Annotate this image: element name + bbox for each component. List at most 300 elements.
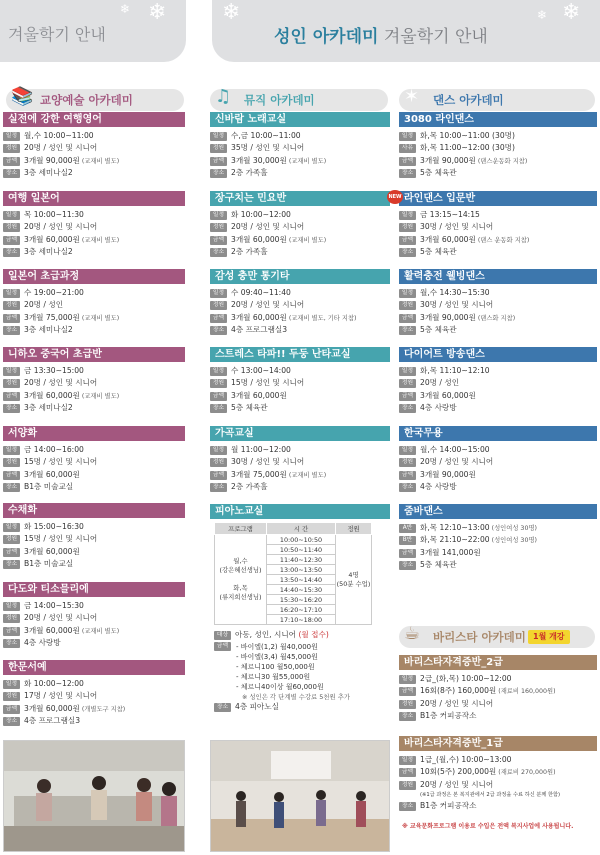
row-key: 장소 <box>399 483 416 492</box>
course-card <box>3 347 185 414</box>
capacity-row-value: 20명 / 성인 <box>24 300 64 310</box>
course-details <box>399 206 597 258</box>
piano-course <box>210 504 390 519</box>
row-key: 일정 <box>399 289 416 298</box>
schedule-row-value: 월,수 14:00~15:00 <box>420 445 490 454</box>
cooking-class-photo <box>3 740 185 852</box>
schedule-row-value: 화,목 12:10~13:00 <box>420 523 490 532</box>
piano-group2: 화,목 <box>233 584 248 592</box>
capacity-row-value: 20명 / 성인 및 시니어 <box>231 300 305 310</box>
row-key: 일정 <box>210 289 227 298</box>
piano-time: 10:50~11:40 <box>267 545 336 555</box>
fee-row-note: (재료비 160,000원) <box>496 688 556 696</box>
place-row <box>3 637 185 649</box>
fee-row <box>210 312 390 324</box>
category-culture-label: 교양예술 아카데미 <box>40 93 133 107</box>
course-details <box>3 518 185 570</box>
capacity-row-value: 30명 / 성인 및 시니어 <box>420 300 494 310</box>
schedule-row-value: 수 19:00~21:00 <box>24 288 84 297</box>
schedule-row-value: 수 09:40~11:40 <box>231 288 291 297</box>
row-key: 일정 <box>3 289 20 298</box>
piano-price-item: - 체르니100 월50,000원 <box>236 663 315 672</box>
row-key: 금액 <box>399 471 416 480</box>
place-row-value: 4층 프로그램실3 <box>24 715 81 725</box>
course-details <box>399 519 597 571</box>
schedule-row <box>210 365 390 377</box>
schedule-row <box>399 287 597 299</box>
piano-groups <box>215 535 267 625</box>
row-key: 정원 <box>3 692 20 701</box>
place-row-value: B1층 미술교실 <box>24 481 74 491</box>
schedule-row-value: 화,목 10:00~11:00 (30명) <box>420 131 515 140</box>
fee-row-value: 3개월 60,000원 <box>231 390 287 400</box>
course-details <box>3 441 185 493</box>
schedule-row-value: 월 11:00~12:00 <box>231 445 291 454</box>
row-key: 정원 <box>3 223 20 232</box>
piano-price-list <box>214 642 390 702</box>
schedule-row-value: 월,수 14:30~15:30 <box>420 288 490 297</box>
row-key: 정원 <box>210 144 227 153</box>
row-key: 장소 <box>210 326 227 335</box>
header-right-title-main: 성인 아카데미 <box>274 27 379 47</box>
piano-time: 17:10~18:00 <box>267 615 336 625</box>
row-key: 금액 <box>3 627 20 636</box>
course-title: 바리스타자격증반_2급 <box>399 655 597 670</box>
row-key: 일정 <box>3 680 20 689</box>
place-row <box>210 246 390 258</box>
piano-time: 10:00~10:50 <box>267 535 336 545</box>
fee-row <box>210 155 390 167</box>
row-key: 금액 <box>399 768 416 777</box>
capacity-row <box>210 377 390 389</box>
category-barista-label: 바리스타 아카데미 <box>433 630 526 644</box>
row-key: 장소 <box>210 169 227 178</box>
place-row-value: 3층 세미나실2 <box>24 246 73 256</box>
piano-target: 아동, 성인, 시니어 <box>235 630 297 639</box>
row-key: 장소 <box>3 326 20 335</box>
piano-target-note: (월 접수) <box>298 630 329 639</box>
place-row <box>399 167 597 179</box>
course-details <box>399 284 597 336</box>
row-key: 금액 <box>399 314 416 323</box>
category-dance <box>399 86 595 111</box>
row-key: 금액 <box>3 471 20 480</box>
row-key: 금액 <box>399 687 416 696</box>
place-row-value: 5층 체육관 <box>420 246 457 256</box>
capacity-row-value: 15명 / 성인 및 시니어 <box>231 378 305 388</box>
schedule-row <box>3 521 185 533</box>
course-title: 한국무용 <box>399 426 597 441</box>
place-row <box>399 481 597 493</box>
fee-row <box>399 390 597 402</box>
capacity-row <box>399 779 597 791</box>
course-card <box>399 269 597 336</box>
schedule-row <box>399 130 597 142</box>
opening-badge: 1월 개강 <box>528 630 570 644</box>
row-key: 장소 <box>399 404 416 413</box>
table-header: 정원 <box>336 523 372 535</box>
fee-row-value: 3개월 75,000원 <box>24 312 80 322</box>
place-row <box>3 715 185 727</box>
row-key: 장소 <box>399 561 416 570</box>
place-row-value: 3층 세미나실2 <box>24 167 73 177</box>
fee-row-value: 3개월 141,000원 <box>420 547 481 557</box>
row-key: 금액 <box>210 236 227 245</box>
piano-price-item: - 체르니30 월55,000원 <box>236 673 311 682</box>
row-key: 정원 <box>3 379 20 388</box>
music-note-icon: ♫ <box>215 86 232 107</box>
fee-row-value: 3개월 60,000원 <box>420 234 476 244</box>
schedule-row <box>210 130 390 142</box>
course-card <box>3 426 185 493</box>
snowflake-icon: ❄ <box>120 2 131 16</box>
capacity-row <box>3 377 185 389</box>
fee-row <box>3 234 185 246</box>
row-key: 일정 <box>3 132 20 141</box>
schedule-row <box>3 678 185 690</box>
course-card <box>399 426 597 493</box>
course-card <box>3 582 185 649</box>
piano-schedule-table <box>214 522 372 625</box>
capacity-row <box>399 299 597 311</box>
row-key: 장소 <box>210 483 227 492</box>
course-card <box>3 503 185 570</box>
header-right <box>212 0 600 62</box>
place-row-value: B1층 커피공작소 <box>420 800 477 810</box>
schedule-row <box>399 444 597 456</box>
row-key: 장소 <box>3 639 20 648</box>
course-details <box>3 284 185 336</box>
schedule-row-value: 수 13:00~14:00 <box>231 366 291 375</box>
schedule-row-note: (성인여성 30명) <box>489 537 537 545</box>
row-key: 정원 <box>399 223 416 232</box>
course-details <box>399 670 597 722</box>
row-key: 정원 <box>210 301 227 310</box>
schedule-row <box>210 287 390 299</box>
schedule-row-value: 화,목 11:00~12:00 (30명) <box>420 143 515 153</box>
schedule-row-value: 화,목 11:10~12:10 <box>420 366 490 375</box>
piano-target-row <box>214 630 390 641</box>
fee-row <box>399 234 597 246</box>
row-key: 장소 <box>399 169 416 178</box>
row-key: 장소 <box>399 326 416 335</box>
capacity-row-value: 35명 / 성인 및 시니어 <box>231 143 305 153</box>
row-key: 정원 <box>3 614 20 623</box>
schedule-row-value: 금 13:30~15:00 <box>24 366 84 375</box>
category-music-label: 뮤직 아카데미 <box>244 93 315 107</box>
row-key: A반 <box>399 524 416 533</box>
barista-extra-note: (※1급 과정은 본 복지관에서 2급 과정을 수료 하신 분께 한함) <box>420 791 561 798</box>
course-title: 줌바댄스 <box>399 504 597 519</box>
fee-row-note: (댄스 운동화 지참) <box>475 236 530 244</box>
capacity-row <box>399 221 597 233</box>
schedule-row <box>3 600 185 612</box>
fee-row-value: 3개월 60,000원 <box>24 390 80 400</box>
row-key: 일정 <box>3 211 20 220</box>
capacity-row <box>210 142 390 154</box>
piano-time: 15:30~16:20 <box>267 595 336 605</box>
row-key: 정원 <box>210 223 227 232</box>
schedule-row <box>399 209 597 221</box>
place-row <box>210 402 390 414</box>
course-card <box>210 426 390 493</box>
fee-row <box>3 546 185 558</box>
capacity-row-value: 20명 / 성인 <box>420 378 460 388</box>
row-key: 정원 <box>399 781 416 790</box>
course-card <box>210 112 390 179</box>
course-card <box>399 347 597 414</box>
cooking-class-illustration <box>4 741 185 852</box>
place-row <box>3 167 185 179</box>
row-key: 정원 <box>3 301 20 310</box>
schedule-row <box>210 444 390 456</box>
row-key: 금액 <box>3 705 20 714</box>
row-key: 금액 <box>210 392 227 401</box>
fee-row-note: (교재비 별도) <box>79 627 120 635</box>
course-card <box>3 191 185 258</box>
course-title: 스트레스 타파!! 두둥 난타교실 <box>210 347 390 362</box>
row-key: 일정 <box>210 211 227 220</box>
row-key: 장소 <box>3 169 20 178</box>
capacity-row-value: 20명 / 성인 및 시니어 <box>420 698 494 708</box>
capacity-row <box>3 612 185 624</box>
piano-pricing <box>214 630 390 713</box>
schedule-row <box>399 673 597 685</box>
capacity-row-value: 20명 / 성인 및 시니어 <box>24 222 98 232</box>
place-row-value: 2층 가족홀 <box>231 167 268 177</box>
schedule-row-value: 화 10:00~12:00 <box>24 679 84 688</box>
fee-row-value: 3개월 60,000원 <box>24 625 80 635</box>
header-left <box>0 0 186 62</box>
row-key: 정원 <box>399 301 416 310</box>
category-culture <box>6 86 184 111</box>
place-row <box>3 402 185 414</box>
place-row-value: 3층 세미나실2 <box>24 324 73 334</box>
fee-row-note: (개별도구 지참) <box>79 705 126 713</box>
course-card <box>3 112 185 179</box>
place-row-value: 5층 체육관 <box>420 559 457 569</box>
course-details <box>210 362 390 414</box>
schedule-row <box>399 534 597 546</box>
fee-row-value: 3개월 90,000원 <box>420 469 476 479</box>
place-row <box>210 167 390 179</box>
piano-group1-teacher: (강은혜선생님) <box>219 566 262 574</box>
row-key: 정원 <box>210 379 227 388</box>
place-row <box>399 402 597 414</box>
row-key: 일정 <box>210 446 227 455</box>
fee-row-value: 3개월 30,000원 <box>231 155 287 165</box>
capacity-row-value: 17명 / 성인 및 시니어 <box>24 691 98 701</box>
row-key: 일정 <box>3 367 20 376</box>
fee-row <box>399 312 597 324</box>
books-icon: 📚 <box>11 86 34 107</box>
row-key: 금액 <box>3 157 20 166</box>
place-row <box>3 558 185 570</box>
course-card <box>399 504 597 571</box>
schedule-row-value: 화 10:00~12:00 <box>231 210 291 219</box>
row-key: 금액 <box>214 642 231 651</box>
place-row <box>399 710 597 722</box>
capacity-row <box>399 377 597 389</box>
fee-row <box>399 469 597 481</box>
row-key: 금액 <box>210 157 227 166</box>
piano-place-row <box>214 702 390 713</box>
piano-group2-teacher: (류지희선생님) <box>219 593 262 601</box>
row-key: 장소 <box>3 483 20 492</box>
fee-row-value: 10회(5주) 200,000원 <box>420 767 497 777</box>
category-dance-label: 댄스 아카데미 <box>433 93 504 107</box>
piano-time: 11:40~12:30 <box>267 555 336 565</box>
capacity-row-value: 20명 / 성인 및 시니어 <box>420 779 494 789</box>
row-key: 정원 <box>399 700 416 709</box>
fee-row-value: 3개월 75,000원 <box>231 469 287 479</box>
row-key: 금액 <box>3 392 20 401</box>
fee-row <box>3 469 185 481</box>
footer-note: ※ 교육문화프로그램 이용료 수입은 전액 복지사업에 사용됩니다. <box>402 823 574 830</box>
fee-row-value: 3개월 60,000원 <box>24 546 80 556</box>
course-title: 일본어 초급과정 <box>3 269 185 284</box>
row-key: 장소 <box>3 560 20 569</box>
fee-row-note: (교재비 별도) <box>286 236 327 244</box>
row-key: 금액 <box>399 157 416 166</box>
new-badge: NEW <box>387 190 403 204</box>
fee-row-value: 3개월 90,000원 <box>420 155 476 165</box>
row-key: 정원 <box>3 144 20 153</box>
course-title: 니하오 중국어 초급반 <box>3 347 185 362</box>
course-card <box>3 269 185 336</box>
row-key: 장소 <box>3 404 20 413</box>
schedule-row <box>210 209 390 221</box>
piano-place: 4층 피아노실 <box>235 702 279 712</box>
row-key: 장소 <box>214 703 231 712</box>
piano-time: 14:40~15:30 <box>267 585 336 595</box>
row-key: 장소 <box>399 802 416 811</box>
course-details <box>399 751 597 812</box>
course-details <box>3 675 185 727</box>
course-title: 다도와 티소믈리에 <box>3 582 185 597</box>
row-key: 장소 <box>210 248 227 257</box>
fee-row-value: 3개월 90,000원 <box>24 155 80 165</box>
fee-row <box>210 469 390 481</box>
row-key: 일정 <box>3 446 20 455</box>
fee-row <box>399 766 597 778</box>
fee-row <box>3 625 185 637</box>
row-key: B반 <box>399 536 416 545</box>
fee-row <box>210 390 390 402</box>
fee-row-note: (교재비 별도) <box>286 157 327 165</box>
row-key: 장소 <box>399 712 416 721</box>
capacity-row <box>399 456 597 468</box>
schedule-row-value: 1급_(월,수) 10:00~13:00 <box>420 755 512 764</box>
fee-row <box>399 685 597 697</box>
snowflake-icon: ❄ <box>148 0 167 25</box>
fee-row-note: (댄스운동화 지참) <box>475 157 528 165</box>
place-row-value: 5층 체육관 <box>420 324 457 334</box>
dance-class-illustration <box>211 741 390 852</box>
capacity-row-value: 20명 / 성인 및 시니어 <box>24 143 98 153</box>
coffee-cup-icon: ☕ <box>404 623 421 644</box>
capacity-row <box>3 533 185 545</box>
barista-course <box>399 655 597 722</box>
place-row-value: 4층 사랑방 <box>420 481 457 491</box>
row-key: 일정 <box>399 675 416 684</box>
piano-price-item: - 바이엘(3,4) 월45,000원 <box>236 653 318 662</box>
row-key: 일정 <box>399 211 416 220</box>
header-left-title: 겨울학기 안내 <box>8 25 106 44</box>
course-title: 가곡교실 <box>210 426 390 441</box>
fee-row-value: 16회(8주) 160,000원 <box>420 686 497 696</box>
place-row <box>3 324 185 336</box>
row-key: 일정 <box>399 756 416 765</box>
course-details <box>210 127 390 179</box>
course-details <box>3 597 185 649</box>
capacity-row <box>210 456 390 468</box>
row-key: 금액 <box>3 236 20 245</box>
capacity-row <box>3 142 185 154</box>
place-row <box>3 481 185 493</box>
capacity-row-value: 15명 / 성인 및 시니어 <box>24 534 98 544</box>
course-details <box>210 441 390 493</box>
course-title: 서양화 <box>3 426 185 441</box>
place-row-value: B1층 미술교실 <box>24 558 74 568</box>
row-key: 정원 <box>399 458 416 467</box>
schedule-row-value: 수,금 10:00~11:00 <box>231 131 301 140</box>
fee-row-note: (재료비 270,000원) <box>496 769 556 777</box>
schedule-row-value: 월,수 10:00~11:00 <box>24 131 94 140</box>
snowflake-icon: ❄ <box>537 8 548 22</box>
row-key: 정원 <box>399 379 416 388</box>
course-title: 감성 충만 통기타 <box>210 269 390 284</box>
place-row-value: 2층 가족홀 <box>231 246 268 256</box>
schedule-row <box>3 365 185 377</box>
course-details <box>210 284 390 336</box>
place-row <box>399 246 597 258</box>
course-title: 신바람 노래교실 <box>210 112 390 127</box>
place-row-value: 4층 사랑방 <box>24 637 61 647</box>
course-card <box>210 191 390 258</box>
course-details <box>3 362 185 414</box>
row-key: 금액 <box>3 314 20 323</box>
row-key: 금액 <box>399 549 416 558</box>
fee-row-value: 3개월 60,000원 <box>420 390 476 400</box>
row-key: 일정 <box>210 132 227 141</box>
course-title: 피아노교실 <box>210 504 390 519</box>
schedule-row <box>3 209 185 221</box>
course-card <box>3 660 185 727</box>
capacity-row <box>3 690 185 702</box>
course-title: 활력충전 웰빙댄스 <box>399 269 597 284</box>
row-key: 장소 <box>399 248 416 257</box>
fee-row-note: (교재비 별도) <box>79 392 120 400</box>
fee-row-value: 3개월 60,000원 <box>231 312 287 322</box>
course-details <box>3 127 185 179</box>
header-right-title <box>274 22 488 47</box>
place-row <box>399 324 597 336</box>
place-row-value: 3층 세미나실2 <box>24 402 73 412</box>
fee-row-value: 3개월 60,000원 <box>24 703 80 713</box>
row-key: 금액 <box>3 548 20 557</box>
piano-time: 13:50~14:40 <box>267 575 336 585</box>
fee-row <box>3 703 185 715</box>
fee-row-value: 3개월 90,000원 <box>420 312 476 322</box>
place-row <box>399 559 597 571</box>
capacity-row <box>210 299 390 311</box>
schedule-row <box>399 365 597 377</box>
row-key: 장소 <box>3 717 20 726</box>
fee-row-note: (댄스화 지참) <box>475 314 516 322</box>
row-key: 일정 <box>210 367 227 376</box>
fee-row <box>399 547 597 559</box>
